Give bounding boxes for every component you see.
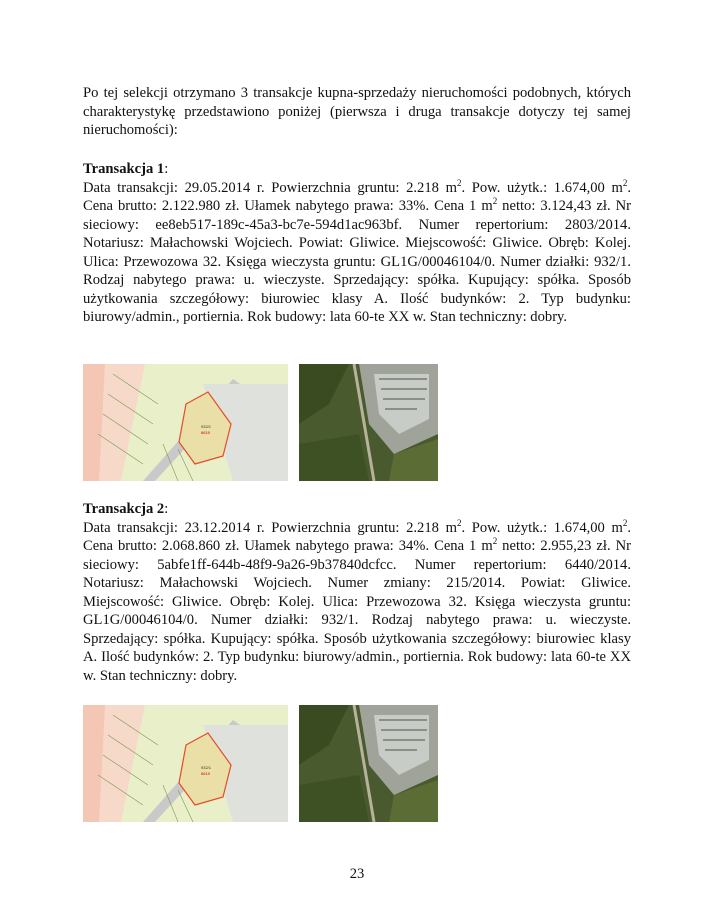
superscript: 2 — [456, 517, 462, 528]
superscript: 2 — [492, 196, 498, 207]
aerial-photo-svg — [299, 364, 438, 481]
aerial-photo-svg — [299, 705, 438, 822]
map-label: 6619 — [201, 771, 210, 776]
aerial-photo-image — [299, 364, 438, 481]
aerial-photo-image — [299, 705, 438, 822]
cadastral-map-svg — [83, 705, 288, 822]
cadastral-map-svg — [83, 364, 288, 481]
map-label: 932/1 — [201, 424, 212, 429]
transaction-2 — [83, 500, 631, 685]
page-number: 23 — [349, 866, 365, 882]
heading-colon: : — [164, 501, 169, 517]
details-text: . Pow. użytk.: 1.674,00 m — [461, 519, 623, 536]
map-label: 932/1 — [201, 765, 212, 770]
details-text: . Cena brutto: 2.122.980 zł. Ułamek nabytego prawa: 33%. Cena 1 m — [83, 179, 631, 214]
superscript: 2 — [492, 536, 498, 547]
cadastral-map-image — [83, 705, 288, 822]
transaction-2-heading: Transakcja 2 — [83, 501, 165, 517]
map-label: 6619 — [201, 430, 210, 435]
details-text: . Pow. użytk.: 1.674,00 m — [461, 179, 623, 196]
superscript: 2 — [622, 517, 628, 528]
transaction-1 — [83, 160, 631, 327]
intro-paragraph: Po tej selekcji otrzymano 3 transakcje kupna-sprzedaży nieruchomości podobnych, których charakterystykę przedstawiono poniżej (pierwsza i druga transakcje dotyczy tej samej nieruchomości): — [83, 85, 631, 138]
heading-colon: : — [164, 161, 169, 177]
superscript: 2 — [622, 177, 628, 188]
details-text: netto: 2.955,23 zł. Nr sieciowy: 5abfe1ff-644b-48f9-9a26-9b37840dcfcc. Numer repertorium: 6440/2014. Notariusz: Małachowski Wojciech. Numer zmiany: 215/2014. Powiat: Gliwice. Miejscowość: Gliwice. Obręb: Kolej. Ulica: Przewozowa 32. Księga wieczysta gruntu: GL1G/00046104/0. Numer działki: 932/1. Rodzaj nabytego prawa: u. wieczyste. Sprzedający: spółka. Kupujący: spółka. Sposób użytkowania szczegółowy: biurowiec klasy A. Ilość budynków: 2. Typ budynku: biurowy/admin., portiernia. Rok budowy: lata 60-te XX w. Stan techniczny: dobry. — [83, 538, 631, 684]
transaction-1-heading: Transakcja 1 — [83, 161, 165, 177]
cadastral-map-image — [83, 364, 288, 481]
details-text: Data transakcji: 29.05.2014 r. Powierzchnia gruntu: 2.218 m — [83, 179, 457, 196]
superscript: 2 — [456, 177, 462, 188]
transaction-1-details — [83, 179, 631, 327]
transaction-2-details — [83, 519, 631, 686]
details-text: . Cena brutto: 2.068.860 zł. Ułamek nabytego prawa: 34%. Cena 1 m — [83, 519, 631, 554]
details-text: Data transakcji: 23.12.2014 r. Powierzchnia gruntu: 2.218 m — [83, 519, 457, 536]
details-text: netto: 3.124,43 zł. Nr sieciowy: ee8eb517-189c-45a3-bc7e-594d1ac963bf. Numer repertorium: 2803/2014. Notariusz: Małachowski Wojciech. Powiat: Gliwice. Miejscowość: Gliwice. Obręb: Kolej. Ulica: Przewozowa 32. Księga wieczysta gruntu: GL1G/00046104/0. Numer działki: 932/1. Rodzaj nabytego prawa: u. wieczyste. Sprzedający: spółka. Kupujący: spółka. Sposób użytkowania szczegółowy: biurowiec klasy A. Ilość budynków: 2. Typ budynku: biurowy/admin., portiernia. Rok budowy: lata 60-te XX w. Stan techniczny: dobry. — [83, 198, 631, 325]
